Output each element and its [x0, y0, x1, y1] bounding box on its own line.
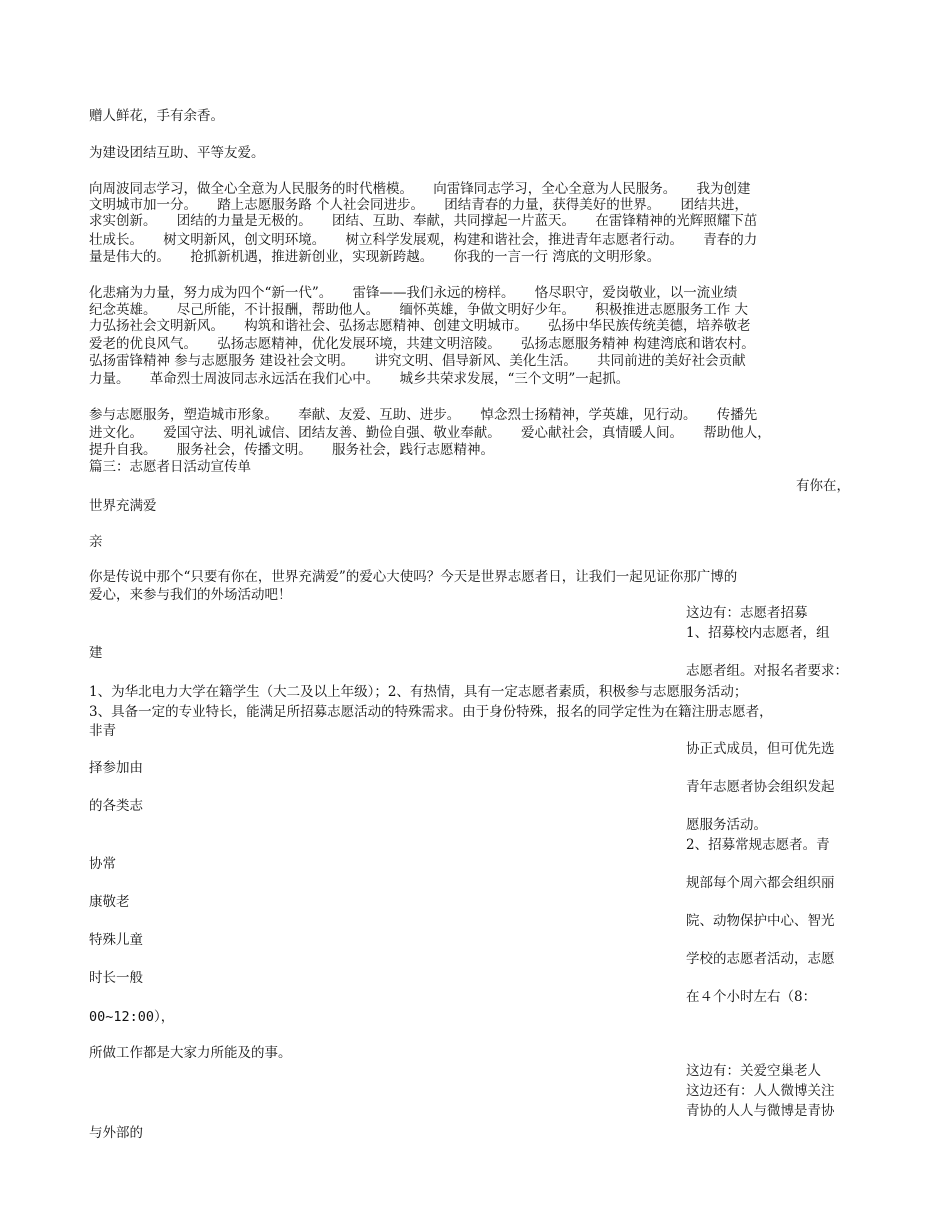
text-line: 纪念英雄。 尽己所能，不计报酬，帮助他人。 缅怀英雄，争做文明好少年。 积极推进志愿服务工作 大	[89, 302, 749, 318]
text-line: 赠人鲜花，手有余香。	[89, 108, 224, 124]
text-line: 提升自我。 服务社会，传播文明。 服务社会，践行志愿精神。	[89, 442, 494, 458]
text-line: 在４个小时左右（8：	[686, 989, 817, 1005]
text-line: 求实创新。 团结的力量是无极的。 团结、互助、奉献，共同撑起一片蓝天。 在雷锋精神的光辉照耀下茁	[89, 213, 758, 229]
text-line: 这边还有：人人微博关注	[686, 1083, 835, 1099]
text-line: 亲	[89, 534, 103, 550]
text-line: 这边有：志愿者招募	[686, 605, 808, 621]
text-line: 弘扬雷锋精神 参与志愿服务 建设社会文明。 讲究文明、倡导新风、美化生活。 共同前进的美好社会贡献	[89, 353, 746, 369]
text-line: 化悲痛为力量，努力成为四个“新一代”。 雷锋——我们永远的榜样。 恪尽职守，爱岗敬业，以一流业绩	[89, 285, 738, 301]
text-line: 世界充满爱	[89, 498, 157, 514]
text-line: 向周波同志学习，做全心全意为人民服务的时代楷模。 向雷锋同志学习，全心全意为人民服务。 我为创建	[89, 181, 751, 197]
text-line: 这边有：关爱空巢老人	[686, 1063, 821, 1079]
text-line: 非青	[89, 723, 116, 739]
text-line: 力量。 革命烈士周波同志永远活在我们心中。 城乡共荣求发展，“三个文明”一起抓。	[89, 371, 630, 387]
text-line: 院、动物保护中心、智光	[686, 913, 835, 929]
text-line: 的各类志	[89, 798, 143, 814]
text-line: 规部每个周六都会组织丽	[686, 875, 835, 891]
text-line: 参与志愿服务，塑造城市形象。 奉献、友爱、互助、进步。 悼念烈士扬精神，学英雄，见行动。 传播先	[89, 407, 758, 423]
text-line: 协正式成员，但可优先选	[686, 741, 835, 757]
text-line: 进文化。 爱国守法、明礼诚信、团结友善、勤俭自强、敬业奉献。 爱心献社会，真情暖人间。 帮助他人，	[89, 425, 771, 441]
text-line: 3、具备一定的专业特长，能满足所招募志愿活动的特殊需求。由于身份特殊，报名的同学定性为在籍注册志愿者，	[89, 704, 773, 720]
text-line: 与外部的	[89, 1125, 143, 1141]
text-line: 学校的志愿者活动，志愿	[686, 951, 835, 967]
text-line: 择参加由	[89, 760, 143, 776]
text-line: 协常	[89, 856, 116, 872]
text-line: 2、招募常规志愿者。青	[686, 837, 830, 853]
section-heading: 篇三：志愿者日活动宣传单	[89, 459, 251, 475]
text-line: 康敬老	[89, 894, 130, 910]
text-line: 你是传说中那个“只要有你在，世界充满爱”的爱心大使吗？今天是世界志愿者日，让我们一起见证你那广博的	[89, 569, 738, 585]
text-line: 1、招募校内志愿者，组	[686, 625, 830, 641]
text-line: 青年志愿者协会组织发起	[686, 779, 835, 795]
text-line: 所做工作都是大家力所能及的事。	[89, 1045, 292, 1061]
text-line: 1、为华北电力大学在籍学生（大二及以上年级）；2、有热情，具有一定志愿者素质，积极参与志愿服务活动；	[89, 684, 748, 700]
text-line: 量是伟大的。 抢抓新机遇，推进新创业，实现新跨越。 你我的一言一行 湾底的文明形象。	[89, 249, 661, 265]
text-line: 壮成长。 树文明新风，创文明环境。 树立科学发展观，构建和谐社会，推进青年志愿者行动。 青春的力	[89, 232, 758, 248]
text-line: 志愿者组。对报名者要求：	[686, 663, 848, 679]
text-line: 愿服务活动。	[686, 817, 767, 833]
text-line: 力弘扬社会文明新风。 构筑和谐社会、弘扬志愿精神、创建文明城市。 弘扬中华民族传统美德，培养敬老	[89, 318, 751, 334]
text-line: 有你在，	[796, 478, 850, 494]
text-line: 00~12:00），	[89, 1009, 175, 1025]
text-line: 建	[89, 645, 103, 661]
text-line: 青协的人人与微博是青协	[686, 1103, 835, 1119]
text-line: 为建设团结互助、平等友爱。	[89, 145, 265, 161]
text-line: 爱老的优良风气。 弘扬志愿精神，优化发展环境，共建文明涪陵。 弘扬志愿服务精神 构建湾底和谐农村。	[89, 336, 755, 352]
text-line: 爱心，来参与我们的外场活动吧！	[89, 587, 292, 603]
text-line: 文明城市加一分。 踏上志愿服务路 个人社会同进步。 团结青春的力量，获得美好的世界。 团结共进，	[89, 197, 749, 213]
text-line: 特殊儿童	[89, 932, 143, 948]
text-line: 时长一般	[89, 970, 143, 986]
